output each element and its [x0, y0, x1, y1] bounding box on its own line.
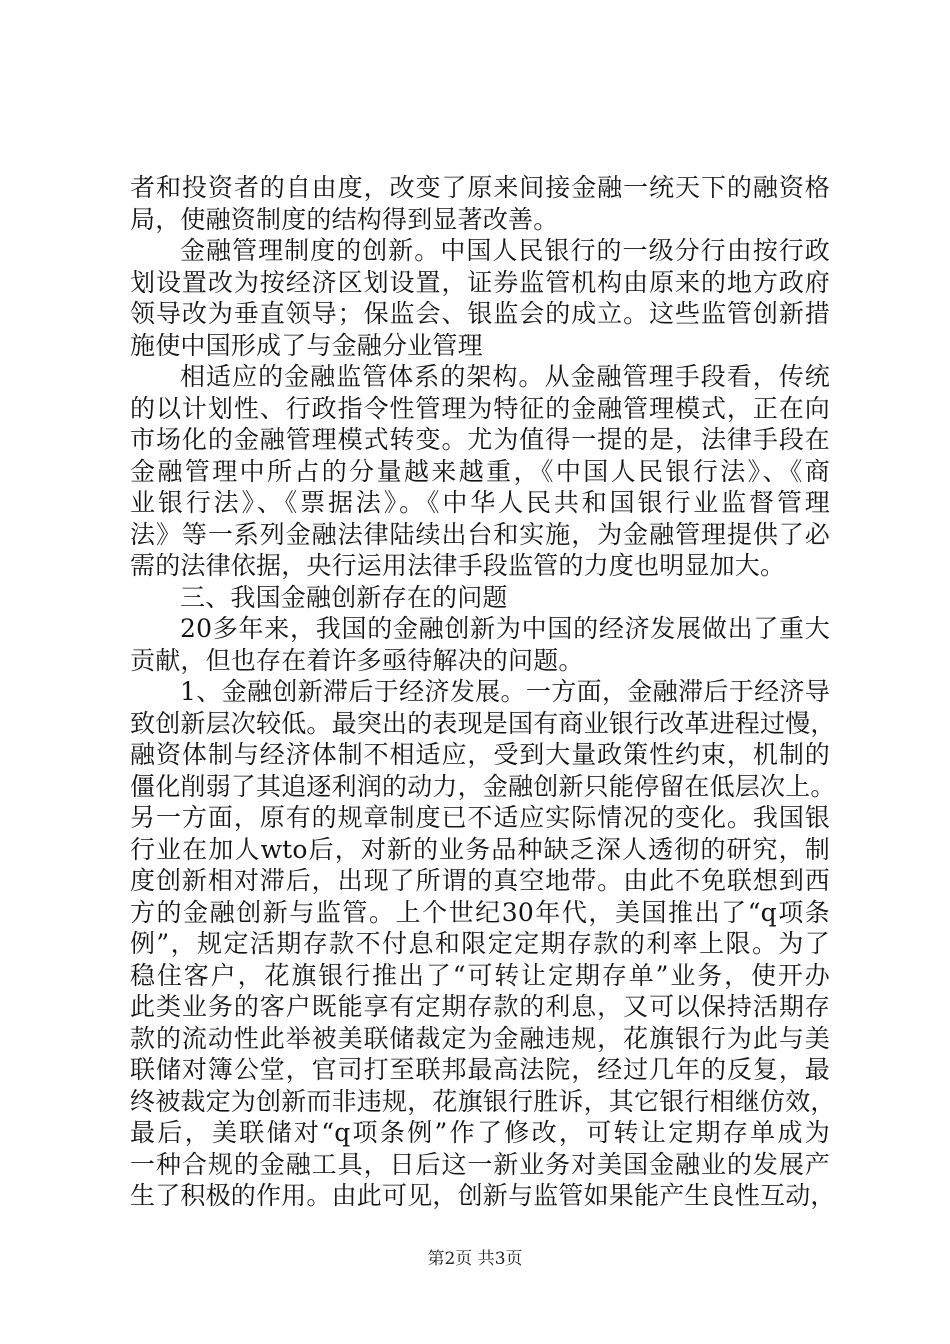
text-line: 此类业务的客户既能享有定期存款的利息，又可以保持活期存 [130, 992, 830, 1021]
text-line: 稳住客户，花旗银行推出了“可转让定期存单”业务，使开办 [130, 960, 830, 990]
text-line: 融资体制与经济体制不相适应，受到大量政策性约束，机制的 [130, 740, 830, 769]
text-line: 最后，美联储对“q项条例”作了修改，可转让定期存单成为 [130, 1118, 830, 1147]
text-line: 款的流动性此举被美联储裁定为金融违规，花旗银行为此与美 [130, 1023, 830, 1053]
text-line: 者和投资者的自由度，改变了原来间接金融一统天下的融资格 [130, 173, 830, 202]
text-line: 行业在加人wto后，对新的业务品种缺乏深人透彻的研究，制 [130, 834, 830, 864]
text-line: 方的金融创新与监管。上个世纪30年代，美国推出了“q项条 [130, 897, 830, 927]
text-line: 法》等一系列金融法律陆续出台和实施，为金融管理提供了必 [130, 519, 830, 549]
paragraph-start-line: 金融管理制度的创新。中国人民银行的一级分行由按行政 [180, 236, 830, 265]
text-line: 致创新层次较低。最突出的表现是国有商业银行改革进程过慢， [130, 708, 836, 738]
section-heading: 三、我国金融创新存在的问题 [180, 582, 508, 612]
text-line: 僵化削弱了其追逐利润的动力，金融创新只能停留在低层次上。 [130, 771, 836, 801]
text-line: 领导改为垂直领导；保监会、银监会的成立。这些监管创新措 [130, 299, 830, 328]
text-line: 联储对簿公堂，官司打至联邦最高法院，经过几年的反复，最 [130, 1055, 830, 1084]
text-line: 金融管理中所占的分量越来越重，《中国人民银行法》、《商 [130, 456, 830, 486]
text-line: 需的法律依据，央行运用法律手段监管的力度也明显加大。 [130, 551, 786, 580]
text-line: 例”，规定活期存款不付息和限定定期存款的利率上限。为了 [130, 929, 830, 958]
paragraph-start-line: 20多年来，我国的金融创新为中国的经济发展做出了重大 [180, 614, 830, 643]
text-line: 终被裁定为创新而非违规，花旗银行胜诉，其它银行相继仿效， [130, 1086, 836, 1116]
text-line: 施使中国形成了与金融分业管理 [130, 330, 483, 360]
text-line: 局，使融资制度的结构得到显著改善。 [130, 204, 559, 234]
text-line: 一种合规的金融工具，日后这一新业务对美国金融业的发展产 [130, 1149, 830, 1179]
document-body [130, 172, 836, 1212]
text-line: 的以计划性、行政指令性管理为特征的金融管理模式，正在向 [130, 393, 830, 423]
paragraph-start-line: 1、金融创新滞后于经济发展。一方面，金融滞后于经济导 [180, 677, 830, 706]
text-line: 另一方面，原有的规章制度已不适应实际情况的变化。我国银 [130, 803, 830, 832]
text-line: 划设置改为按经济区划设置，证券监管机构由原来的地方政府 [130, 267, 830, 297]
text-line: 生了积极的作用。由此可见，创新与监管如果能产生良性互动， [130, 1181, 836, 1210]
text-line: 市场化的金融管理模式转变。尤为值得一提的是，法律手段在 [130, 425, 830, 454]
text-line: 业银行法》、《票据法》。《中华人民共和国银行业监督管理 [130, 488, 830, 517]
text-line: 度创新相对滞后，出现了所谓的真空地带。由此不免联想到西 [130, 866, 830, 895]
page-footer: 第2页 共3页 [427, 1249, 523, 1269]
paragraph-start-line: 相适应的金融监管体系的架构。从金融管理手段看，传统 [180, 362, 830, 391]
text-line: 贡献，但也存在着许多亟待解决的问题。 [130, 645, 584, 675]
